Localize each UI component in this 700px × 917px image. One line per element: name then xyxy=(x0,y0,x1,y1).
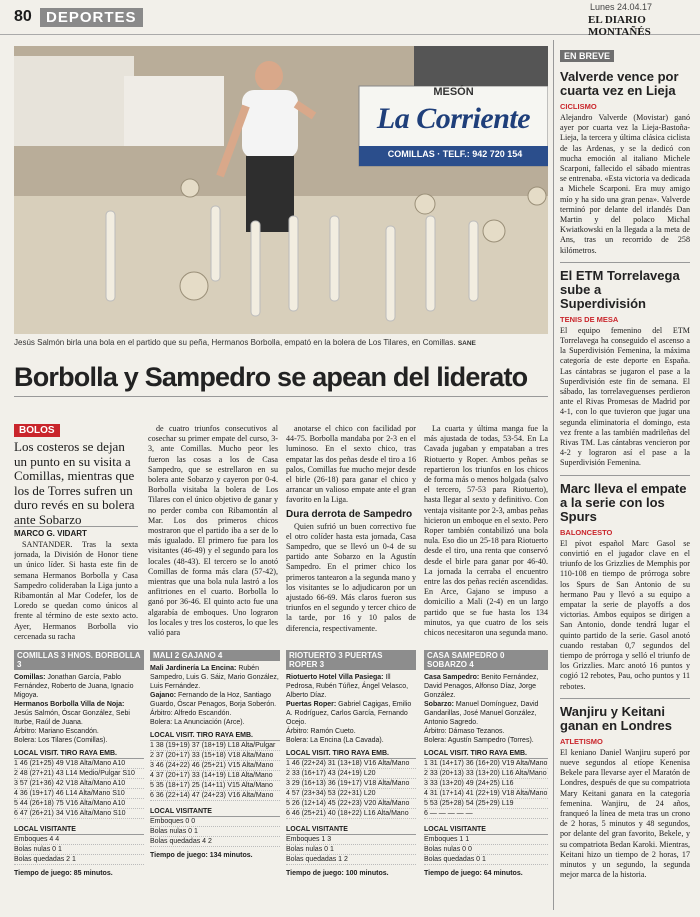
section-label[interactable]: DEPORTES xyxy=(40,8,143,27)
table-row: 6 47 (26+21) 34 V16 Alta/Mano S10 xyxy=(14,809,144,819)
table-row: 1 46 (21+25) 49 V18 Alta/Mano A10 xyxy=(14,759,144,769)
table-row: 2 33 (20+13) 33 (13+20) L16 Alta/Mano xyxy=(424,770,547,777)
brief-text: El pívot español Marc Gasol se convirtió en el jugador clave en el triunfo de los Grizzlies de Memphis por 110-108 en tiempo de prórroga sobre los Spurs de San Antonio de su hermano Pau y llevó a su equipo a empatar la serie de playoffs a dos victorias. Ambos equipos se dirigen a San Antonio, donde tendrá lugar el quinto partido de la serie. Gasol anotó cuando restaban 0,7 segundos del tiempo de prórroga y selló el triunfo de los Grizzlies. Marc anotó 16 puntos y cogió 12 rebotes, Pau, ocho puntos y 11 rebotes. xyxy=(560,538,690,691)
brief-title-basketball[interactable]: Marc lleva el empate a la serie con los Spurs xyxy=(560,480,687,524)
headline[interactable]: Borbolla y Sampedro se apean del liderato xyxy=(14,362,528,392)
table-row: 1 46 (22+24) 31 (13+18) V16 Alta/Mano xyxy=(286,759,416,769)
result-header: RIOTUERTO 3 PUERTAS ROPER 3 xyxy=(286,650,416,670)
table-row: 3 33 (13+20) 49 (24+25) L16 xyxy=(424,779,548,789)
table-row: 4 37 (20+17) 33 (14+19) L18 Alta/Mano xyxy=(150,771,280,781)
date: Lunes 24.04.17 xyxy=(590,2,653,12)
article-lead: Los costeros se dejan un punto en su visita a Comillas, mientras que los de Torres sufren un duro revés en su bolera ante Sobarzo xyxy=(14,439,135,527)
brief-kicker: TENIS DE MESA xyxy=(560,314,619,324)
byline: MARCO G. VIDART xyxy=(14,526,138,538)
photo-caption xyxy=(14,338,548,347)
page-number: 80 xyxy=(14,8,32,25)
table-row: 5 35 (18+17) 25 (14+11) V15 Alta/Mano xyxy=(150,781,280,791)
article-column-2: de cuatro triunfos consecutivos al cosechar su primer empate del curso, 3-3, ante Comillas. Mucho peor les fueron las cosas a los de Casa Sampedro, que se estrellaron en su bolera ante Sobarzo y cayeron por 0-4. Borbolla visitaba la bolera de Los Tilares con el único objetivo de ganar y no perder comba con Ribamontán al Mar. Los dos primeros chicos mostraron que el partido iba a ser de lo más igualado. El primero fue para los visitantes (46-49) y el segundo para los locales (48-43). El tercero se lo anotó Comillas de forma más clara (57-42), mientras que una bola nula lastró a los anfitriones en el cuarto. Borbolla lo ganó por 36-46. El quinto acto fue una algarabía de emboques. Uno lograron los locales y tres los costeros, lo que les valió para xyxy=(148,424,278,638)
article-subhead: Dura derrota de Sampedro xyxy=(286,508,413,520)
sidebar-divider xyxy=(553,40,554,910)
table-row: 4 36 (19+17) 46 L14 Alta/Mano S10 xyxy=(14,789,144,799)
main-photo xyxy=(14,46,548,334)
table-row: 6 36 (22+14) 47 (24+23) V16 Alta/Mano xyxy=(150,791,280,801)
category-label: BOLOS xyxy=(14,424,60,437)
sidebar-tag: EN BREVE xyxy=(560,50,614,62)
brief-title-cycling[interactable]: Valverde vence por cuarta vez en Lieja xyxy=(560,69,679,98)
table-row: 2 48 (27+21) 43 L14 Medio/Pulgar S10 xyxy=(14,769,144,779)
table-row: 3 29 (16+13) 36 (19+17) V18 Alta/Mano xyxy=(286,779,416,789)
brief-title-athletics[interactable]: Wanjiru y Keitani ganan en Londres xyxy=(560,703,672,733)
sign-subtitle: COMILLAS · TELF.: 942 720 154 xyxy=(387,149,523,159)
result-header: COMILLAS 3 HNOS. BORBOLLA 3 xyxy=(14,650,144,670)
article-column-3: anotarse el chico con facilidad por 44-75. Borbolla mandaba por 2-3 en el luminoso. En el sexto chico, tras empatar las dos peñas desde el tiro a 16 palos, Comillas fue mucho mejor desde el birle (26-18) para ganar el chico y arrancar un valioso empate ante el gran favorito en la Liga. Dura derrota de Sampedro Quien sufrió un buen correctivo fue el otro colíder hasta esta jornada, Casa Sampedro, que se llevó un 0-4 de su partido ante Sobarzo en la Agustín Sampedro. En el primer chico los primeros tantearon a la segunda mano y los visitantes se lo adjudicaron por un ajustado 66-69. Más claros fueron sus triunfos en el segundo y tercer chico de la tarde, por 16 y 10 palos de diferencia, respectivamente. xyxy=(286,424,416,633)
brief-kicker: BALONCESTO xyxy=(560,527,613,537)
table-row: 1 31 (14+17) 36 (16+20) V19 Alta/Mano xyxy=(424,760,548,767)
brief-kicker: CICLISMO xyxy=(560,102,597,111)
result-box-3: RIOTUERTO 3 PUERTAS ROPER 3 Riotuerto Hotel Villa Pasiega: Ill Pedrosa, Rubén Túñez, Ángel Velasco, Alberto Díaz. Puertas Roper: Gabriel Cagigas, Emilio A. Rodríguez, Carlos García, Fernando Ocejo. Árbitro: Ramón Cueto. Bolera: La Encina (La Cavada). LOCAL VISIT. TIRO RAYA EMB. 1 46 (22+24) 31 (13+18) V16 Alta/Mano 2 33 (16+17) 43 (24+19) L20 3 29 (16+13) 36 (19+17) V18 Alta/Mano 4 57 (23+34) 53 (22+31) L20 5 26 (12+14) 45 (22+23) V20 Alta/Mano 6 46 (25+21) 40 (18+22) L16 Alta/Mano LOCAL VISITANTE Emboques 1 3 Bolas nulas 0 1 Bolas quedadas 1 2 Tiempo de juego: 100 minutos. xyxy=(286,650,416,878)
table-row: 3 57 (21+36) 42 V18 Alta/Mano A10 xyxy=(14,779,144,789)
result-header: CASA SAMPEDRO 0 SOBARZO 4 xyxy=(424,650,548,670)
result-box-4: CASA SAMPEDRO 0 SOBARZO 4 Casa Sampedro: Benito Fernández, David Penagos, Alfonso Díaz, Jorge González. Sobarzo: Manuel Domínguez, David Gandarillas, José Manuel González, Antonio Sagredo. Árbitro: Dámaso Tezanos. Bolera: Agustín Sampedro (Torres). LOCAL VISIT. TIRO RAYA EMB. 1 31 (14+17) 36 (16+20) V19 Alta/Mano 2 33 (20+13) 33 (13+20) L16 Alta/Mano 3 33 (13+20) 49 (24+25) L16 4 31 (17+14) 41 (22+19) V18 Alta/Mano 5 53 (25+28) 54 (25+29) L19 6 — — — — — LOCAL VISITANTE Emboques 1 1 Bolas nulas 0 0 Bolas quedadas 0 1 Tiempo de juego: 64 minutos. xyxy=(424,651,548,877)
table-row: 4 57 (23+34) 53 (22+31) L20 xyxy=(286,789,416,799)
photo-credit: SANE xyxy=(457,340,476,347)
table-row: 1 38 (19+19) 37 (18+19) L18 Alta/Pulgar xyxy=(150,741,280,751)
brief-text: El equipo femenino del ETM Torrelavega ha conseguido el ascenso a la Superdivisión Femenina, la máxima categoría de este deporte en España. Las cántabras se jugaron el pase a la Superdivisión este fin de semana. El sábado, las torrelaveguenses perdieron ante el Rivas Promesas de Madrid por 4-1, con lo que tuvieron que jugar una segunda eliminatoria el domingo, esta vez frente a las también madrileñas del Rivas TM. Las cántabras vencieron por 4-2 y lograron así el pase a la Superdivisión Femenina. xyxy=(560,325,690,468)
sidebar-briefs xyxy=(560,46,690,880)
article-column-4: La cuarta y última manga fue la más ajustada de todas, 53-54. En La Cavada jugaban y empataban a tres Riotuerto y Roper. Ambos peñas se repartieron los triunfos en los chicos de forma más o menos holgada (salvo el tercero, 57-53 para Riotuerto), hasta llegar al sexto y definitivo. Con ventaja visitante por 2-3, ambas peñas hicieron un emboque en el sexto. Pero Roper también contabilizó una bola nula. Eso dio un 25-18 para Riotuerto desde el tiro, una renta que conservó desde el birle para ganar por 46-40. La jornada la cerraba el encuentro entre las dos peñas recién ascendidas. En Arce, Gajano se impuso a domicilio a Mali (2-4) en un largo partido que se fue hasta los 134 minutos, ya que cuatro de los seis chicos necesitaron una segunda mano. xyxy=(424,424,548,638)
article-column-1: SANTANDER. Tras la sexta jornada, la División de Honor tiene un único líder. Si hasta este fin de semana Hermanos Borbolla y Casa Sampedro colideraban la Liga junto a Ribamontán al Mar Codefer, los de Loredo se quedan como únicos al frente al término de este sexto acto. Ayer, Hermanos Borbolla vio cercenada su racha xyxy=(14,540,138,641)
table-row: 5 53 (25+28) 54 (25+29) L19 xyxy=(424,799,548,809)
table-row: 6 46 (25+21) 40 (18+22) L16 Alta/Mano xyxy=(286,809,416,819)
brief-kicker: ATLETISMO xyxy=(560,736,603,746)
sign-title: MESÓN xyxy=(433,86,474,98)
table-row: 5 26 (12+14) 45 (22+23) V20 Alta/Mano xyxy=(286,799,416,809)
brief-title-table-tennis[interactable]: El ETM Torrelavega sube a Superdivisión xyxy=(560,267,680,311)
result-header: MALI 2 GAJANO 4 xyxy=(150,650,280,661)
result-box-1: COMILLAS 3 HNOS. BORBOLLA 3 Comillas: Jonathan García, Pablo Fernández, Roberto de Juana, Ignacio Migoya. Hermanos Borbolla Villa de Noja: Jesús Salmón, Óscar González, Sebi Iturbe, Raúl de Juana. Árbitro: Mariano Escandón. Bolera: Los Tilares (Comillas). LOCAL VISIT. TIRO RAYA EMB. 1 46 (21+25) 49 V18 Alta/Mano A10 2 48 (27+21) 43 L14 Medio/Pulgar S10 3 57 (21+36) 42 V18 Alta/Mano A10 4 36 (19+17) 46 L14 Alta/Mano S10 5 44 (26+18) 75 V16 Alta/Mano A10 6 47 (26+21) 34 V16 Alta/Mano S10 LOCAL VISITANTE Emboques 4 4 Bolas nulas 0 1 Bolas quedadas 2 1 Tiempo de juego: 85 minutos. xyxy=(14,650,144,878)
table-row: 2 33 (16+17) 43 (24+19) L20 xyxy=(286,769,416,779)
caption-text: Jesús Salmón birla una bola en el partido que su peña, Hermanos Borbolla, empató en la bolera de Los Tilares, en Comillas. xyxy=(14,338,456,347)
brief-text: El keniano Daniel Wanjiru superó por nueve segundos al etíope Kenenisa Bekele para llevarse ayer el Maratón de Londres, después de que su compatriota Mary Keitani ganara en la categoría femenina. Wanjiru, de 24 años, franqueó la línea de meta tras un crono de 2 horas, 5 minutos y 48 segundos, por delante del gran favorito, Bekele, y su compatriota Bedan Karoki. Mientras, Keitani hizo un tiempo de 2 horas, 17 minutos y un segundo, la segunda mejor marca de la historia. xyxy=(560,747,690,880)
table-row: 6 — — — — — xyxy=(424,809,548,819)
table-row: 4 31 (17+14) 41 (22+19) V18 Alta/Mano xyxy=(424,790,548,797)
headline-divider xyxy=(14,396,548,397)
newspaper-name: EL DIARIO MONTAÑÉS xyxy=(588,14,651,38)
table-row: 3 46 (24+22) 46 (25+21) V15 Alta/Mano xyxy=(150,761,280,771)
table-row: 5 44 (26+18) 75 V16 Alta/Mano A10 xyxy=(14,799,144,809)
brief-text: Alejandro Valverde (Movistar) ganó ayer por cuarta vez la Lieja-Bastoña-Lieja, la tercera y última clásica ciclista de las Ardenas, y se la dedicó con mucha emoción al italiano Michele Scarponi, fallecido el sábado mientras se entrenaba. «Esta victoria va dedicada a Michele Scarponi. Era muy amigo mío y ha sido una gran pena». Valverde terminó por delante del irlandés Dan Martin y del polaco Michal Kwiatkowski en la llegada a la meta de Ans, tras un recorrido de 258 kilómetros. xyxy=(560,113,690,255)
sign-name: La Corriente xyxy=(376,102,531,135)
result-box-2: MALI 2 GAJANO 4 Mali Jardinería La Encina: Rubén Sampedro, Luis G. Sáiz, Mario González, Luis Fernández. Gajano: Fernando de la Hoz, Santiago Guardo, Óscar Penagos, Borja Soberón. Árbitro: Alfredo Escandón. Bolera: La Anunciación (Arce). LOCAL VISIT. TIRO RAYA EMB. 1 38 (19+19) 37 (18+19) L18 Alta/Pulgar 2 37 (20+17) 33 (15+18) V18 Alta/Mano 3 46 (24+22) 46 (25+21) V15 Alta/Mano 4 37 (20+17) 33 (14+19) L18 Alta/Mano 5 35 (18+17) 25 (14+11) V15 Alta/Mano 6 36 (22+14) 47 (24+23) V16 Alta/Mano LOCAL VISITANTE Emboques 0 0 Bolas nulas 0 1 Bolas quedadas 4 2 Tiempo de juego: 134 minutos. xyxy=(150,651,279,859)
table-row: 2 37 (20+17) 33 (15+18) V18 Alta/Mano xyxy=(150,751,280,761)
